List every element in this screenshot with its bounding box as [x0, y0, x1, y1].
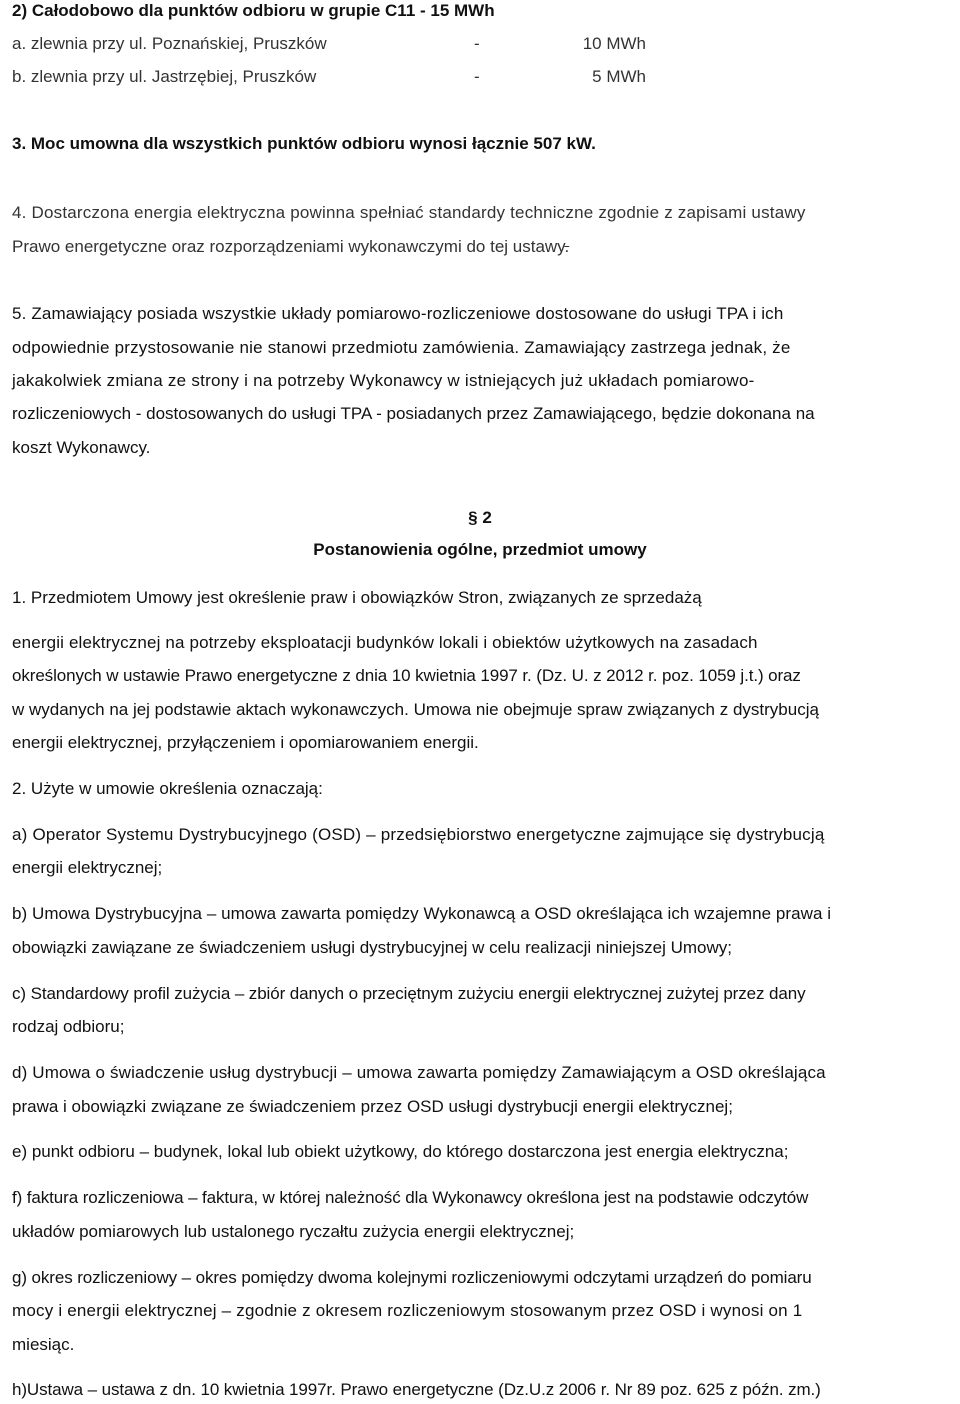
definition-c-line-2: rodzaj odbioru;: [12, 1017, 125, 1036]
definition-g-line-1: g) okres rozliczeniowy – okres pomiędzy dwoma kolejnymi rozliczeniowymi odczytami urządzeń do pomiaru: [12, 1268, 812, 1287]
point-2: 2. Użyte w umowie określenia oznaczają:: [12, 779, 323, 798]
definition-c-line-1: c) Standardowy profil zużycia – zbiór danych o przeciętnym zużyciu energii elektrycznej zużytej przez dany: [12, 984, 806, 1003]
definition-b-line-1: b) Umowa Dystrybucyjna – umowa zawarta pomiędzy Wykonawcą a OSD określająca ich wzajemne prawa i: [12, 904, 832, 923]
section-2-heading: 2) Całodobowo dla punktów odbioru w grupie C11 - 15 MWh: [12, 1, 495, 20]
definition-d-line-1: d) Umowa o świadczenie usług dystrybucji – umowa zawarta pomiędzy Zamawiającym a OSD określająca: [12, 1063, 826, 1082]
section-4-line-2: [12, 236, 569, 258]
item-a-dash: -: [474, 34, 480, 53]
definition-g-line-2: mocy i energii elektrycznej – zgodnie z okresem rozliczeniowym stosowanym przez OSD i wynosi on 1: [12, 1301, 803, 1320]
paragraph-title: Postanowienia ogólne, przedmiot umowy: [313, 540, 647, 559]
list-item-a: [12, 33, 646, 55]
definition-e-line-1: e) punkt odbioru – budynek, lokal lub obiekt użytkowy, do którego dostarczona jest energia elektryczna;: [12, 1142, 789, 1161]
item-b-text: b. zlewnia przy ul. Jastrzębiej, Pruszków: [12, 67, 317, 86]
list-item-b: [12, 66, 646, 88]
section-5-line-5: koszt Wykonawcy.: [12, 438, 151, 457]
section-5-line-1: 5. Zamawiający posiada wszystkie układy pomiarowo-rozliczeniowe dostosowane do usługi TPA i ich: [12, 304, 784, 323]
point-1-line-5: energii elektrycznej, przyłączeniem i opomiarowaniem energii.: [12, 733, 479, 752]
item-b-dash: -: [474, 67, 480, 86]
point-1-line-3: określonych w ustawie Prawo energetyczne z dnia 10 kwietnia 1997 r. (Dz. U. z 2012 r. poz. 1059 j.t.) oraz: [12, 666, 801, 685]
section-3: 3. Moc umowna dla wszystkich punktów odbioru wynosi łącznie 507 kW.: [12, 134, 596, 153]
definition-b-line-2: obowiązki zawiązane ze świadczeniem usługi dystrybucyjnej w celu realizacji niniejszej Umowy;: [12, 938, 732, 957]
point-1-line-4: w wydanych na jej podstawie aktach wykonawczych. Umowa nie obejmuje spraw związanych z dystrybucją: [12, 700, 819, 719]
section-5-line-4: rozliczeniowych - dostosowanych do usługi TPA - posiadanych przez Zamawiającego, będzie dokonana na: [12, 404, 815, 423]
section-5-line-2: odpowiednie przystosowanie nie stanowi przedmiotu zamówienia. Zamawiający zastrzega jednak, że: [12, 338, 791, 357]
definition-g-line-3: miesiąc.: [12, 1335, 75, 1354]
section-4-line-2-text: Prawo energetyczne oraz rozporządzeniami wykonawczymi do tej ustawy: [12, 237, 565, 256]
definition-h-line-1: h)Ustawa – ustawa z dn. 10 kwietnia 1997r. Prawo energetyczne (Dz.U.z 2006 r. Nr 89 poz. 625 z późn. zm.): [12, 1380, 821, 1399]
item-a-text: a. zlewnia przy ul. Poznańskiej, Pruszków: [12, 34, 327, 53]
point-1-line-2: energii elektrycznej na potrzeby eksploatacji budynków lokali i obiektów użytkowych na zasadach: [12, 633, 758, 652]
item-a-value: 10 MWh: [582, 34, 646, 53]
definition-a-line-1: a) Operator Systemu Dystrybucyjnego (OSD) – przedsiębiorstwo energetyczne zajmujące się dystrybucją: [12, 825, 825, 844]
item-b-value: 5 MWh: [592, 67, 646, 86]
definition-f-line-1: f) faktura rozliczeniowa – faktura, w której należność dla Wykonawcy określona jest na podstawie odczytów: [12, 1188, 809, 1207]
section-4-line-1: 4. Dostarczona energia elektryczna powinna spełniać standardy techniczne zgodnie z zapisami ustawy: [12, 203, 806, 222]
definition-f-line-2: układów pomiarowych lub ustalonego ryczałtu zużycia energii elektrycznej;: [12, 1222, 575, 1241]
definition-d-line-2: prawa i obowiązki związane ze świadczeniem przez OSD usługi dystrybucji energii elektrycznej;: [12, 1097, 733, 1116]
point-1-line-1: 1. Przedmiotem Umowy jest określenie praw i obowiązków Stron, związanych ze sprzedażą: [12, 588, 702, 607]
section-5-line-3: jakakolwiek zmiana ze strony i na potrzeby Wykonawcy w istniejących już układach pomiarowo-: [12, 371, 755, 390]
definition-a-line-2: energii elektrycznej;: [12, 858, 163, 877]
section-4-line-2-end: .: [564, 237, 570, 256]
paragraph-number: § 2: [468, 508, 492, 527]
